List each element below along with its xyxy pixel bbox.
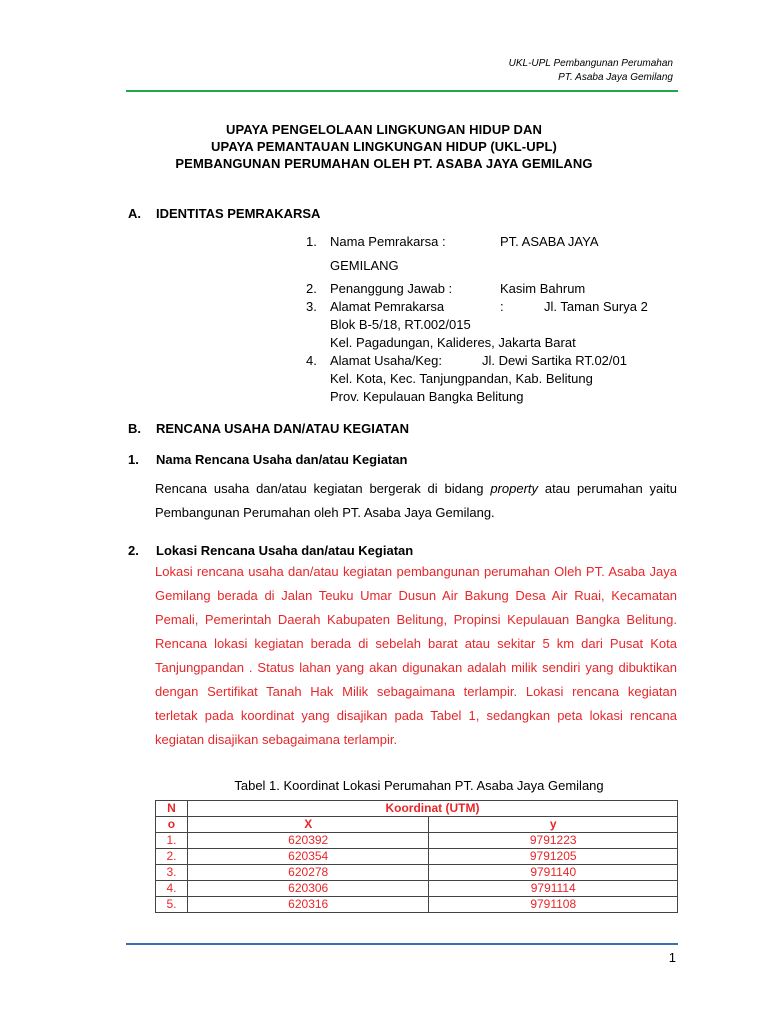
- y-value: 9791114: [429, 881, 678, 897]
- table-subheader-row: [156, 817, 678, 833]
- paragraph-text: atau perumahan yaitu Pembangunan Perumahan oleh PT. Asaba Jaya Gemilang.: [155, 481, 677, 520]
- y-value: 9791140: [429, 865, 678, 881]
- identity-item-4-cont-1: [306, 370, 686, 388]
- item-key: Alamat Usaha/Keg:: [330, 353, 443, 368]
- section-a-label: A.: [128, 206, 141, 221]
- no-header-cont: o: [156, 817, 188, 833]
- table-row: [156, 897, 678, 913]
- item-value-cont: Kel. Kota, Kec. Tanjungpandan, Kab. Belitung: [330, 371, 593, 386]
- item-value-cont: Blok B-5/18, RT.002/015: [330, 317, 471, 332]
- identity-item-3-cont-2: [306, 334, 686, 352]
- subsection-2-paragraph: Lokasi rencana usaha dan/atau kegiatan pembangunan perumahan Oleh PT. Asaba Jaya Gemilang berada di Jalan Teuku Umar Dusun Air Bakung Desa Air Ruai, Kecamatan Pemali, Pemerintah Daerah Kabupaten Belitung, Propinsi Kepulauan Bangka Belitung. Rencana lokasi kegiatan berada di sebelah barat atau sekitar 5 km dari Pusat Kota Tanjungpandan . Status lahan yang akan digunakan adalah milik sendiri yang dibuktikan dengan Sertifikat Tanah Hak Milik sebagaimana terlampir. Lokasi rencana kegiatan terletak pada koordinat yang disajikan pada Tabel 1, sedangkan peta lokasi rencana kegiatan disajikan sebagaimana terlampir.: [155, 564, 677, 747]
- row-number: 5.: [156, 897, 188, 913]
- paragraph-italic-term: property: [490, 481, 539, 496]
- row-number: 2.: [156, 849, 188, 865]
- row-number: 3.: [156, 865, 188, 881]
- section-a-title: IDENTITAS PEMRAKARSA: [156, 206, 321, 221]
- subsection-1-paragraph: [155, 477, 677, 525]
- identity-list: [306, 233, 686, 406]
- subsection-1-title: Nama Rencana Usaha dan/atau Kegiatan: [156, 452, 408, 467]
- table-row: [156, 833, 678, 849]
- running-header: [509, 57, 673, 85]
- item-number: 1.: [306, 234, 317, 249]
- footer-rule: [126, 943, 678, 945]
- y-value: 9791205: [429, 849, 678, 865]
- identity-item-1-cont: [306, 251, 686, 280]
- item-value: Jl. Dewi Sartika RT.02/01: [482, 353, 627, 368]
- item-number: 4.: [306, 353, 317, 368]
- x-column-header: X: [187, 817, 429, 833]
- table-caption: Tabel 1. Koordinat Lokasi Perumahan PT. Asaba Jaya Gemilang: [234, 778, 604, 793]
- subsection-2-heading: [128, 542, 413, 559]
- title-line-3: PEMBANGUNAN PERUMAHAN OLEH PT. ASABA JAYA GEMILANG: [175, 156, 593, 171]
- identity-item-3-cont-1: [306, 316, 686, 334]
- subsection-1-heading: [128, 451, 407, 468]
- section-a-heading: [128, 205, 320, 222]
- table-row: [156, 849, 678, 865]
- title-line-2: UPAYA PEMANTAUAN LINGKUNGAN HIDUP (UKL-UPL): [211, 139, 557, 154]
- item-value-cont: GEMILANG: [330, 258, 399, 273]
- identity-item-2: [306, 280, 686, 298]
- y-value: 9791223: [429, 833, 678, 849]
- section-b-label: B.: [128, 421, 141, 436]
- title-line-1: UPAYA PENGELOLAAN LINGKUNGAN HIDUP DAN: [225, 122, 543, 137]
- section-b-heading: [128, 420, 409, 437]
- item-key: Alamat Pemrakarsa: [330, 299, 445, 314]
- subsection-2-label: 2.: [128, 543, 139, 558]
- item-value: PT. ASABA JAYA: [500, 234, 599, 249]
- item-value-cont: Kel. Pagadungan, Kalideres, Jakarta Barat: [330, 335, 576, 350]
- page-number: 1: [668, 950, 676, 965]
- coordinate-table: [155, 800, 678, 913]
- row-number: 4.: [156, 881, 188, 897]
- identity-item-4-cont-2: [306, 388, 686, 406]
- item-number: 2.: [306, 281, 317, 296]
- x-value: 620392: [187, 833, 429, 849]
- item-value: Kasim Bahrum: [500, 281, 586, 296]
- x-value: 620316: [187, 897, 429, 913]
- table-row: [156, 865, 678, 881]
- row-number: 1.: [156, 833, 188, 849]
- table-row: [156, 881, 678, 897]
- identity-item-4: [306, 352, 686, 370]
- item-number: 3.: [306, 299, 317, 314]
- subsection-2-title: Lokasi Rencana Usaha dan/atau Kegiatan: [156, 543, 414, 558]
- table-header-row: [156, 801, 678, 817]
- item-key: Nama Pemrakarsa :: [330, 234, 446, 249]
- header-line-1: UKL-UPL Pembangunan Perumahan: [508, 58, 673, 69]
- x-value: 620278: [187, 865, 429, 881]
- section-b-title: RENCANA USAHA DAN/ATAU KEGIATAN: [156, 421, 410, 436]
- y-column-header: y: [429, 817, 678, 833]
- header-line-2: PT. Asaba Jaya Gemilang: [558, 72, 673, 83]
- identity-item-1: [306, 233, 686, 251]
- y-value: 9791108: [429, 897, 678, 913]
- item-key: Penanggung Jawab :: [330, 281, 453, 296]
- document-title: [100, 121, 668, 172]
- identity-item-3: [306, 298, 686, 316]
- no-header: N: [156, 801, 188, 817]
- paragraph-text: Rencana usaha dan/atau kegiatan bergerak di bidang: [155, 481, 491, 496]
- coordinate-group-header: Koordinat (UTM): [187, 801, 677, 817]
- header-rule: [126, 90, 678, 92]
- item-value: Jl. Taman Surya 2: [544, 299, 648, 314]
- item-separator: :: [500, 299, 504, 314]
- subsection-1-label: 1.: [128, 452, 139, 467]
- x-value: 620354: [187, 849, 429, 865]
- x-value: 620306: [187, 881, 429, 897]
- item-value-cont: Prov. Kepulauan Bangka Belitung: [330, 389, 524, 404]
